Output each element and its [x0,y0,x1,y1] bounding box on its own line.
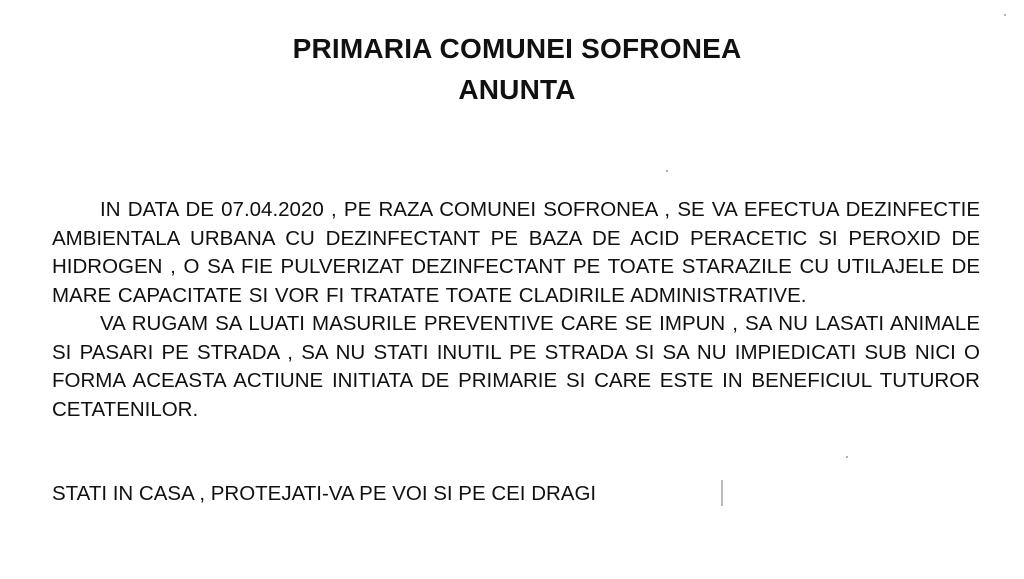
scan-speck [1004,14,1006,16]
page-title: PRIMARIA COMUNEI SOFRONEA [292,33,742,64]
scan-mark [721,480,723,506]
page-subtitle: ANUNTA [458,74,576,105]
announcement-paragraph-1: IN DATA DE 07.04.2020 , PE RAZA COMUNEI SOFRONEA , SE VA EFECTUA DEZINFECTIE AMBIENTALA URBANA CU DEZINFECTANT PE BAZA DE ACID PERACETIC SI PEROXID DE HIDROGEN , O SA FIE PULVERIZAT DEZINFECTANT PE TOATE STARAZILE CU UTILAJELE DE MARE CAPACITATE SI VOR FI TRATATE TOATE CLADIRILE ADMINISTRATIVE. [52,198,980,307]
announcement-paragraph-2: VA RUGAM SA LUATI MASURILE PREVENTIVE CARE SE IMPUN , SA NU LASATI ANIMALE SI PASARI PE STRADA , SA NU STATI INUTIL PE STRADA SI SA NU IMPIEDICATI SUB NICI O FORMA ACEASTA ACTIUNE INITIATA DE PRIMARIE SI CARE ESTE IN BENEFICIUL TUTUROR CETATENILOR. [52,312,980,421]
announcement-body [52,196,980,424]
closing-message: STATI IN CASA , PROTEJATI-VA PE VOI SI PE CEI DRAGI [52,482,597,505]
scan-speck [846,456,848,458]
scan-speck [666,170,668,172]
